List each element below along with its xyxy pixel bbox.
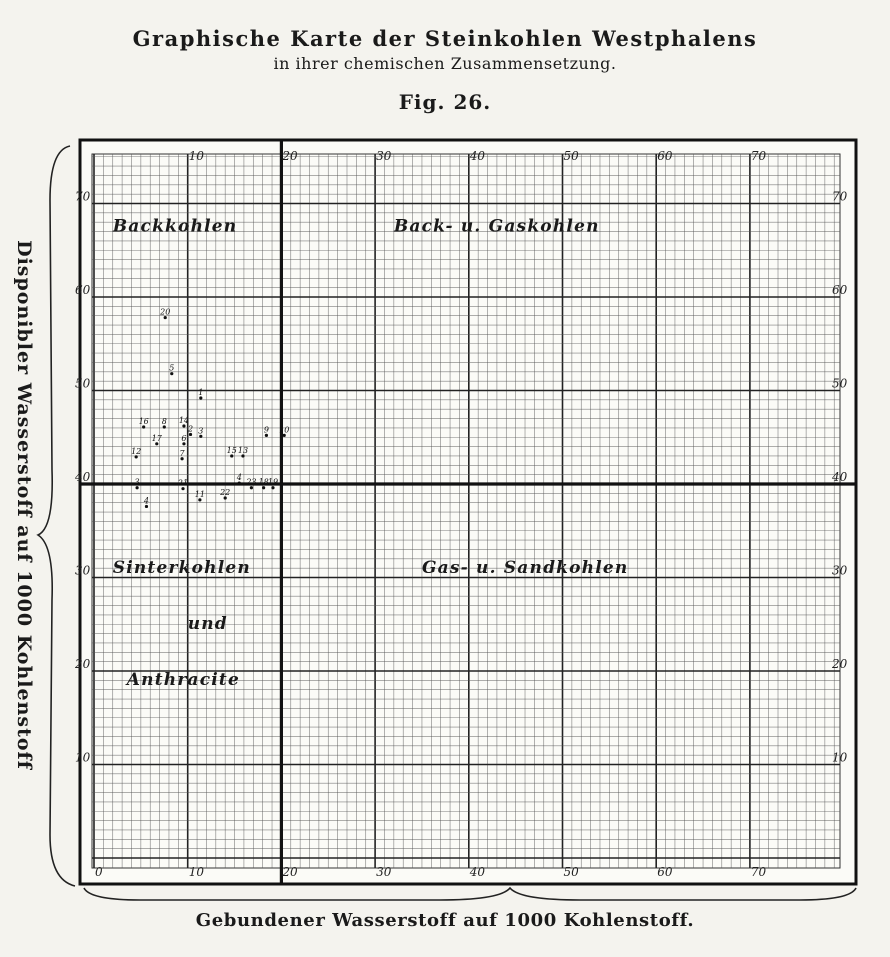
data-point-label: 13 bbox=[237, 445, 249, 455]
data-point-label: 4 bbox=[143, 496, 150, 506]
y-tick-label-right: 10 bbox=[832, 750, 848, 765]
x-tick-label-top: 70 bbox=[750, 149, 767, 163]
y-tick-label-left: 50 bbox=[74, 376, 91, 391]
y-tick-label-right: 60 bbox=[832, 283, 848, 297]
x-tick-label-top: 10 bbox=[188, 149, 204, 163]
x-tick-label-bottom: 10 bbox=[188, 865, 204, 879]
x-tick-label-top: 50 bbox=[563, 149, 579, 163]
data-point-label: 9 bbox=[263, 425, 269, 435]
region-label: Sinterkohlen bbox=[112, 557, 251, 578]
data-point-label: 23 bbox=[246, 477, 257, 487]
y-tick-label-right: 70 bbox=[832, 189, 848, 204]
data-point-label: 5 bbox=[169, 363, 175, 373]
data-point-label: 18 bbox=[258, 477, 269, 487]
y-tick-label-left: 60 bbox=[74, 283, 91, 297]
region-label: Back- u. Gaskohlen bbox=[393, 216, 600, 237]
region-label: Gas- u. Sandkohlen bbox=[421, 557, 629, 578]
y-tick-label-right: 50 bbox=[832, 376, 848, 391]
x-tick-label-top: 60 bbox=[657, 149, 673, 163]
data-point-label: 10 bbox=[279, 425, 290, 435]
x-tick-label-top: 30 bbox=[376, 149, 392, 163]
data-point-label: 1 bbox=[198, 387, 204, 397]
y-tick-label-right: 40 bbox=[832, 470, 848, 484]
y-tick-label-left: 10 bbox=[74, 750, 91, 765]
data-point-label: 20 bbox=[160, 307, 171, 317]
data-point-label: 6 bbox=[181, 433, 187, 443]
data-point-label: 7 bbox=[179, 448, 185, 458]
data-point-label: 19 bbox=[267, 477, 279, 487]
region-label: Anthracite bbox=[126, 670, 241, 691]
x-tick-label-top: 20 bbox=[282, 149, 298, 163]
y-tick-label-right: 20 bbox=[832, 657, 848, 671]
data-point-label: 3 bbox=[134, 477, 140, 487]
data-point-label: 2 bbox=[187, 424, 194, 434]
x-tick-label-bottom: 0 bbox=[95, 865, 103, 879]
y-tick-label-left: 70 bbox=[74, 189, 91, 204]
data-point-label: 16 bbox=[138, 416, 149, 426]
x-tick-label-bottom: 70 bbox=[750, 865, 767, 879]
y-tick-label-left: 40 bbox=[74, 470, 91, 484]
chart-title: Graphische Karte der Steinkohlen Westphalens bbox=[132, 26, 758, 51]
data-point-label: 4 bbox=[236, 473, 242, 483]
data-point-label: 15 bbox=[226, 445, 237, 455]
x-tick-label-bottom: 20 bbox=[282, 865, 298, 879]
data-point-label: 14 bbox=[178, 416, 190, 426]
y-axis-label: Disponibler Wasserstoff auf 1000 Kohlenstoff bbox=[13, 240, 35, 770]
data-point-label: 8 bbox=[161, 416, 167, 426]
data-point-label: 12 bbox=[131, 446, 142, 456]
x-axis-label: Gebundener Wasserstoff auf 1000 Kohlenstoff. bbox=[195, 910, 695, 931]
data-point-label: 22 bbox=[220, 488, 231, 498]
data-point-label: 3 bbox=[198, 426, 204, 436]
region-label: Backkohlen bbox=[112, 216, 238, 237]
x-axis-brace bbox=[84, 888, 856, 900]
data-point-label: 21 bbox=[177, 478, 189, 488]
y-tick-label-left: 20 bbox=[74, 657, 91, 671]
chart-subtitle: in ihrer chemischen Zusammensetzung. bbox=[273, 54, 617, 73]
chart-grid bbox=[80, 140, 856, 884]
data-point-label: 11 bbox=[194, 489, 205, 499]
x-tick-label-bottom: 60 bbox=[657, 865, 673, 879]
x-tick-label-bottom: 50 bbox=[563, 865, 579, 879]
x-tick-label-top: 40 bbox=[469, 149, 486, 163]
y-tick-label-right: 30 bbox=[832, 563, 848, 578]
y-axis-brace bbox=[38, 146, 75, 886]
data-point-label: 17 bbox=[151, 433, 162, 443]
x-tick-label-bottom: 40 bbox=[469, 865, 486, 879]
figure-label: Fig. 26. bbox=[398, 90, 492, 114]
y-tick-label-left: 30 bbox=[74, 563, 91, 578]
x-tick-label-bottom: 30 bbox=[376, 865, 392, 879]
region-label: und bbox=[187, 613, 228, 634]
